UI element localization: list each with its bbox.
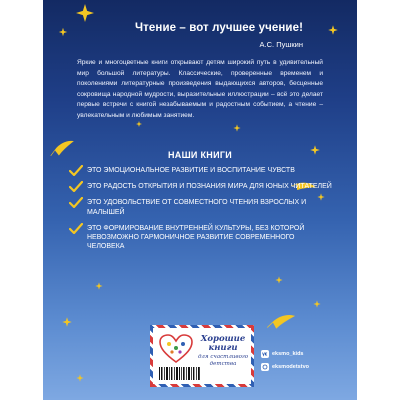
- star-icon: [95, 282, 102, 289]
- book-back-cover: [43, 0, 357, 400]
- heart-icon: [159, 334, 193, 364]
- star-icon: [76, 4, 94, 22]
- feature-item: [69, 182, 333, 191]
- feature-text: ЭТО УДОВОЛЬСТВИЕ ОТ СОВМЕСТНОГО ЧТЕНИЯ ВЗРОСЛЫХ И МАЛЫШЕЙ: [87, 199, 307, 216]
- feature-text: ЭТО РАДОСТЬ ОТКРЫТИЯ И ПОЗНАНИЯ МИРА ДЛЯ ЮНЫХ ЧИТАТЕЛЕЙ: [87, 183, 332, 191]
- star-icon: [328, 25, 338, 35]
- stamp-subtitle: для счастливого детства: [197, 354, 249, 367]
- star-icon: [233, 124, 240, 131]
- epigraph: [43, 22, 303, 49]
- series-stamp: [150, 325, 254, 387]
- intro-paragraph: Яркие и многоцветные книги открывают детям широкий путь в удивительный мир большой литературы. Классические, проверенные временем и поколениями литературные произведения выдающихся авторов, бесценные сокровища народной мудрости, выразительные иллюстрации – всё это делает первые встречи с книгой незабываемым и радостным событием, а чтение – увлекательным и любимым занятием.: [77, 59, 323, 119]
- star-icon: [313, 300, 320, 307]
- checkmark-icon: [69, 223, 83, 234]
- feature-item: [69, 198, 333, 216]
- section-title: НАШИ КНИГИ: [167, 150, 233, 160]
- vk-icon: [261, 350, 269, 358]
- social-link[interactable]: [261, 363, 323, 371]
- features-list: [69, 166, 333, 258]
- social-handle: eksmo_kids: [272, 351, 304, 357]
- checkmark-icon: [69, 181, 83, 192]
- feather-icon: [266, 314, 296, 330]
- checkmark-icon: [69, 197, 83, 208]
- star-icon: [136, 121, 142, 127]
- stamp-title: Хорошие книги: [200, 334, 246, 353]
- feature-item: [69, 224, 333, 252]
- star-icon: [275, 276, 282, 283]
- checkmark-icon: [69, 165, 83, 176]
- barcode: [158, 366, 202, 383]
- feature-item: [69, 166, 333, 175]
- social-handle: eksmodetstvo: [272, 364, 309, 370]
- social-link[interactable]: [261, 350, 323, 358]
- epigraph-author: А.С. Пушкин: [259, 40, 303, 49]
- star-icon: [76, 374, 83, 381]
- feature-text: ЭТО ЭМОЦИОНАЛЬНОЕ РАЗВИТИЕ И ВОСПИТАНИЕ ЧУВСТВ: [87, 167, 295, 174]
- stamp-text: [195, 335, 251, 367]
- epigraph-text: Чтение – вот лучшее учение!: [135, 22, 303, 34]
- social-links: [261, 350, 323, 376]
- star-icon: [62, 317, 72, 327]
- social-icon: [261, 363, 269, 371]
- feature-text: ЭТО ФОРМИРОВАНИЕ ВНУТРЕННЕЙ КУЛЬТУРЫ, БЕЗ КОТОРОЙ НЕВОЗМОЖНО ГАРМОНИЧНОЕ РАЗВИТИЕ СОВРЕМЕННОГО ЧЕЛОВЕКА: [87, 224, 305, 251]
